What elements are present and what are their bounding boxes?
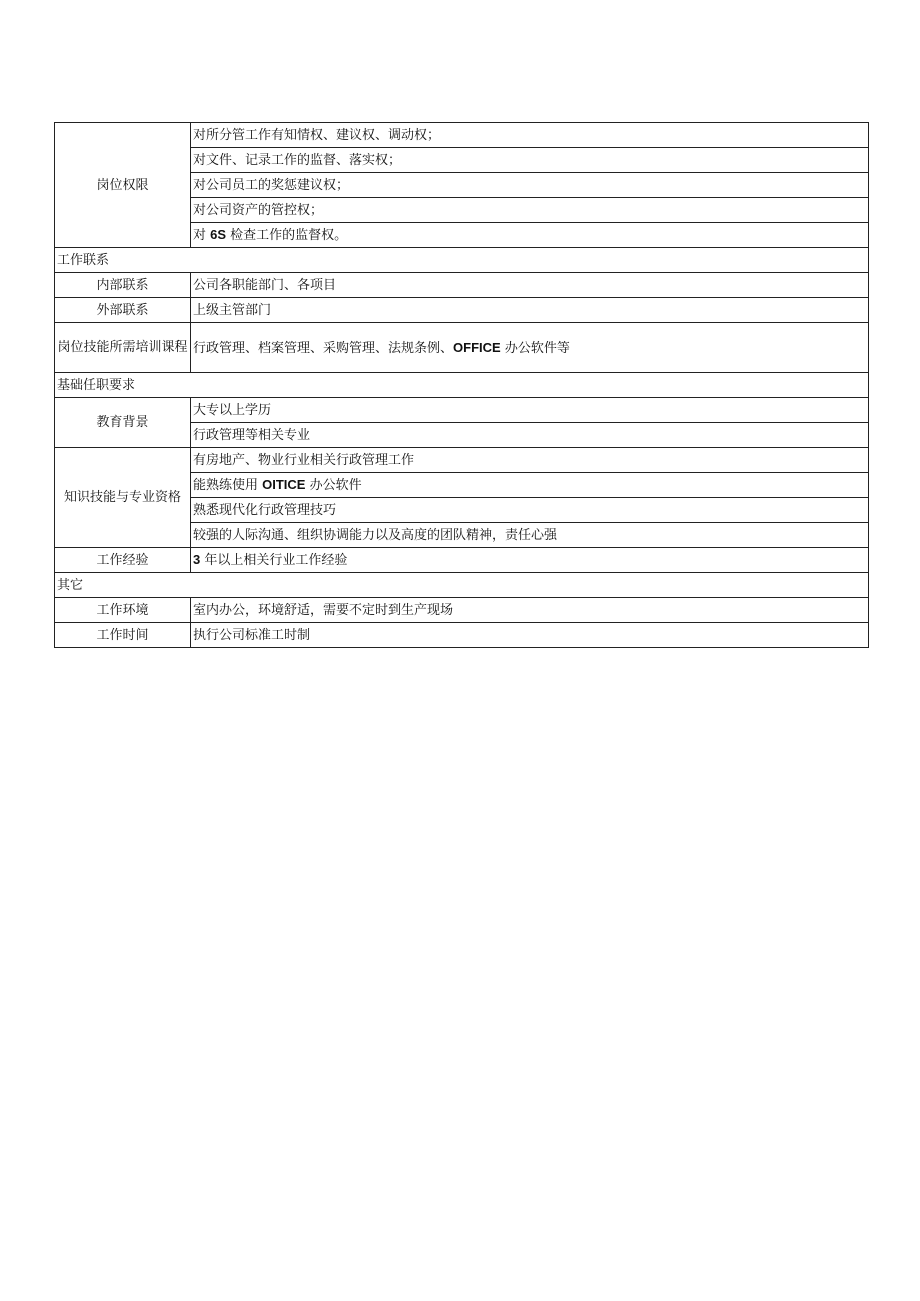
internal-contact-label: 内部联系 <box>55 273 191 298</box>
experience-bold: 3 <box>193 552 201 567</box>
skills-label: 知识技能与专业资格 <box>55 448 191 548</box>
skills-item-2 <box>191 473 869 498</box>
experience-suffix: 年以上相关行业工作经验 <box>200 553 348 568</box>
internal-contact-value: 公司各职能部门、各项目 <box>191 273 869 298</box>
training-bold: OFFICE <box>453 339 501 355</box>
authority-label: 岗位权限 <box>55 123 191 248</box>
external-contact-value: 上级主管部门 <box>191 298 869 323</box>
table-row <box>55 598 869 623</box>
skills-item-1: 有房地产、物业行业相关行政管理工作 <box>191 448 869 473</box>
table-row <box>55 273 869 298</box>
environment-value: 室内办公，环境舒适，需要不定时到生产现场 <box>191 598 869 623</box>
training-prefix: 行政管理、档案管理、采购管理、法规条例、 <box>193 340 454 356</box>
training-suffix: 办公软件等 <box>500 340 570 356</box>
skills-item-2-bold: OITICE <box>262 477 306 492</box>
section-row <box>55 373 869 398</box>
table-row <box>55 123 869 148</box>
authority-item-5-suffix: 检查工作的监督权。 <box>226 228 348 243</box>
authority-item-5 <box>191 223 869 248</box>
table-row <box>55 298 869 323</box>
education-item-1: 大专以上学历 <box>191 398 869 423</box>
skills-item-4: 较强的人际沟通、组织协调能力以及高度的团队精神，责任心强 <box>191 523 869 548</box>
section-row <box>55 248 869 273</box>
skills-item-3: 熟悉现代化行政管理技巧 <box>191 498 869 523</box>
authority-item-5-bold: 6S <box>210 227 227 242</box>
table-row <box>55 548 869 573</box>
experience-value <box>191 548 869 573</box>
experience-label: 工作经验 <box>55 548 191 573</box>
training-label: 岗位技能所需培训课程 <box>55 323 191 373</box>
authority-item-2: 对文件、记录工作的监督、落实权； <box>191 148 869 173</box>
external-contact-label: 外部联系 <box>55 298 191 323</box>
section-heading-requirements: 基础任职要求 <box>55 373 869 398</box>
table-row <box>55 448 869 473</box>
authority-item-1: 对所分管工作有知情权、建议权、调动权； <box>191 123 869 148</box>
section-heading-other: 其它 <box>55 573 869 598</box>
section-heading-contacts: 工作联系 <box>55 248 869 273</box>
authority-item-5-prefix: 对 <box>193 228 211 243</box>
authority-item-3: 对公司员工的奖惩建议权； <box>191 173 869 198</box>
skills-item-2-suffix: 办公软件 <box>305 478 362 493</box>
job-description-table <box>54 122 869 648</box>
training-value <box>191 323 869 373</box>
education-label: 教育背景 <box>55 398 191 448</box>
work-time-value: 执行公司标准工时制 <box>191 623 869 648</box>
work-time-label: 工作时间 <box>55 623 191 648</box>
authority-item-4: 对公司资产的管控权； <box>191 198 869 223</box>
table-row <box>55 398 869 423</box>
table-row <box>55 323 869 373</box>
skills-item-2-prefix: 能熟练使用 <box>193 478 263 493</box>
environment-label: 工作环境 <box>55 598 191 623</box>
table-row <box>55 623 869 648</box>
education-item-2: 行政管理等相关专业 <box>191 423 869 448</box>
section-row <box>55 573 869 598</box>
